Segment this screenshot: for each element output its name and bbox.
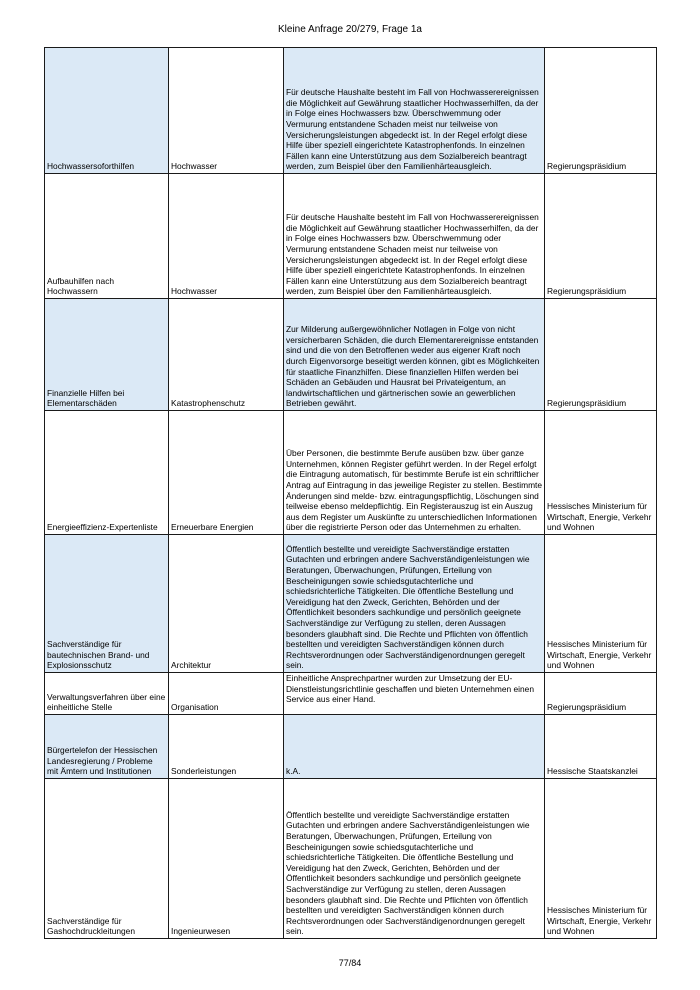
table-row xyxy=(45,411,657,535)
row-name: Sachverständige für bautechnischen Brand- und Explosionsschutz xyxy=(45,535,169,673)
table-row xyxy=(45,779,657,939)
table-row xyxy=(45,299,657,411)
row-name: Aufbauhilfen nach Hochwassern xyxy=(45,174,169,299)
table-row xyxy=(45,174,657,299)
row-description: Einheitliche Ansprechpartner wurden zur Umsetzung der EU-Dienstleistungsrichtlinie geschaffen und bieten Unternehmen einen Service aus einer Hand. xyxy=(284,673,545,715)
row-description: Öffentlich bestellte und vereidigte Sachverständige erstatten Gutachten und erbringen andere Sachverständigenleistungen wie Beratungen, Überwachungen, Prüfungen, Erteilung von Bescheinigungen sowie schiedsgutachterliche und schiedsrichterliche Tätigkeiten. Die öffentliche Bestellung und Vereidigung hat den Zweck, Gerichten, Behörden und der Öffentlichkeit besonders sachkundige und persönlich geeignete Sachverständige zur Verfügung zu stellen, deren Aussagen besonders glaubhaft sind. Die Rechte und Pflichten von öffentlich bestellten und vereidigten Sachverständigen können durch Rechtsverordnungen oder Sachverständigenordnungen geregelt sein. xyxy=(284,535,545,673)
row-category: Hochwasser xyxy=(169,48,284,174)
table-row xyxy=(45,715,657,779)
row-name: Hochwassersoforthilfen xyxy=(45,48,169,174)
row-description: Öffentlich bestellte und vereidigte Sachverständige erstatten Gutachten und erbringen andere Sachverständigenleistungen wie Beratungen, Überwachungen, Prüfungen, Erteilung von Bescheinigungen sowie schiedsgutachterliche und schiedsrichterliche Tätigkeiten. Die öffentliche Bestellung und Vereidigung hat den Zweck, Gerichten, Behörden und der Öffentlichkeit besonders sachkundige und persönlich geeignete Sachverständige zur Verfügung zu stellen, deren Aussagen besonders glaubhaft sind. Die Rechte und Pflichten von öffentlich bestellten und vereidigten Sachverständigen können durch Rechtsverordnungen oder Sachverständigenordnungen geregelt sein. xyxy=(284,779,545,939)
row-category: Erneuerbare Energien xyxy=(169,411,284,535)
row-name: Finanzielle Hilfen bei Elementarschäden xyxy=(45,299,169,411)
row-description: k.A. xyxy=(284,715,545,779)
row-name: Energieeffizienz-Expertenliste xyxy=(45,411,169,535)
row-description: Für deutsche Haushalte besteht im Fall von Hochwasserereignissen die Möglichkeit auf Gewährung staatlicher Hochwasserhilfen, da der in Folge eines Hochwassers bzw. Überschwemmung oder Vermurung entstandene Schaden meist nur teilweise von Versicherungsleistungen abgedeckt ist. In der Regel erfolgt diese Hilfe über speziell eingerichtete Katastrophenfonds. In einzelnen Fällen kann eine Unterstützung aus dem Sozialbereich beantragt werden, zum Beispiel über den Familienhärteausgleich. xyxy=(284,48,545,174)
table-row xyxy=(45,48,657,174)
page-header-title: Kleine Anfrage 20/279, Frage 1a xyxy=(278,24,422,35)
row-description: Zur Milderung außergewöhnlicher Notlagen in Folge von nicht versicherbaren Schäden, die durch Elementarereignisse entstanden sind und die von den Betroffenen weder aus eigener Kraft noch durch Eigenvorsorge beseitigt werden können, gibt es Möglichkeiten für staatliche Finanzhilfen. Diese finanziellen Hilfen werden bei Schäden an Gebäuden und Hausrat bei Privateigentum, an landwirtschaftlichen und gärtnerischen sowie an gewerblichen Betrieben gewährt. xyxy=(284,299,545,411)
row-category: Organisation xyxy=(169,673,284,715)
row-authority: Hessisches Ministerium für Wirtschaft, Energie, Verkehr und Wohnen xyxy=(545,535,657,673)
row-category: Ingenieurwesen xyxy=(169,779,284,939)
services-table xyxy=(44,47,657,939)
row-authority: Regierungspräsidium xyxy=(545,48,657,174)
table-row xyxy=(45,673,657,715)
row-category: Katastrophenschutz xyxy=(169,299,284,411)
row-category: Hochwasser xyxy=(169,174,284,299)
row-category: Sonderleistungen xyxy=(169,715,284,779)
row-authority: Hessisches Ministerium für Wirtschaft, Energie, Verkehr und Wohnen xyxy=(545,779,657,939)
row-description: Für deutsche Haushalte besteht im Fall von Hochwasserereignissen die Möglichkeit auf Gewährung staatlicher Hochwasserhilfen, da der in Folge eines Hochwassers bzw. Überschwemmung oder Vermurung entstandene Schaden meist nur teilweise von Versicherungsleistungen abgedeckt ist. In der Regel erfolgt diese Hilfe über speziell eingerichtete Katastrophenfonds. In einzelnen Fällen kann eine Unterstützung aus dem Sozialbereich beantragt werden, zum Beispiel über den Familienhärteausgleich. xyxy=(284,174,545,299)
row-name: Bürgertelefon der Hessischen Landesregierung / Probleme mit Ämtern und Institutionen xyxy=(45,715,169,779)
row-authority: Hessische Staatskanzlei xyxy=(545,715,657,779)
page-number: 77/84 xyxy=(338,958,362,968)
row-name: Sachverständige für Gashochdruckleitungen xyxy=(45,779,169,939)
row-authority: Regierungspräsidium xyxy=(545,174,657,299)
row-authority: Hessisches Ministerium für Wirtschaft, Energie, Verkehr und Wohnen xyxy=(545,411,657,535)
row-authority: Regierungspräsidium xyxy=(545,299,657,411)
row-name: Verwaltungsverfahren über eine einheitliche Stelle xyxy=(45,673,169,715)
table-row xyxy=(45,535,657,673)
row-category: Architektur xyxy=(169,535,284,673)
row-description: Über Personen, die bestimmte Berufe ausüben bzw. über ganze Unternehmen, können Register geführt werden. In der Regel erfolgt die Eintragung automatisch, für bestimmte Berufe ist ein schriftlicher Antrag auf Eintragung in das jeweilige Register zu stellen. Bestimmte Änderungen sind melde- bzw. eintragungspflichtig, Löschungen sind teilweise ebenso meldepflichtig. Ein Registerauszug ist ein Auszug aus dem Register um Auskünfte zu unterschiedlichen Informationen über die registrierte Person oder das Unternehmen zu erhalten. xyxy=(284,411,545,535)
row-authority: Regierungspräsidium xyxy=(545,673,657,715)
